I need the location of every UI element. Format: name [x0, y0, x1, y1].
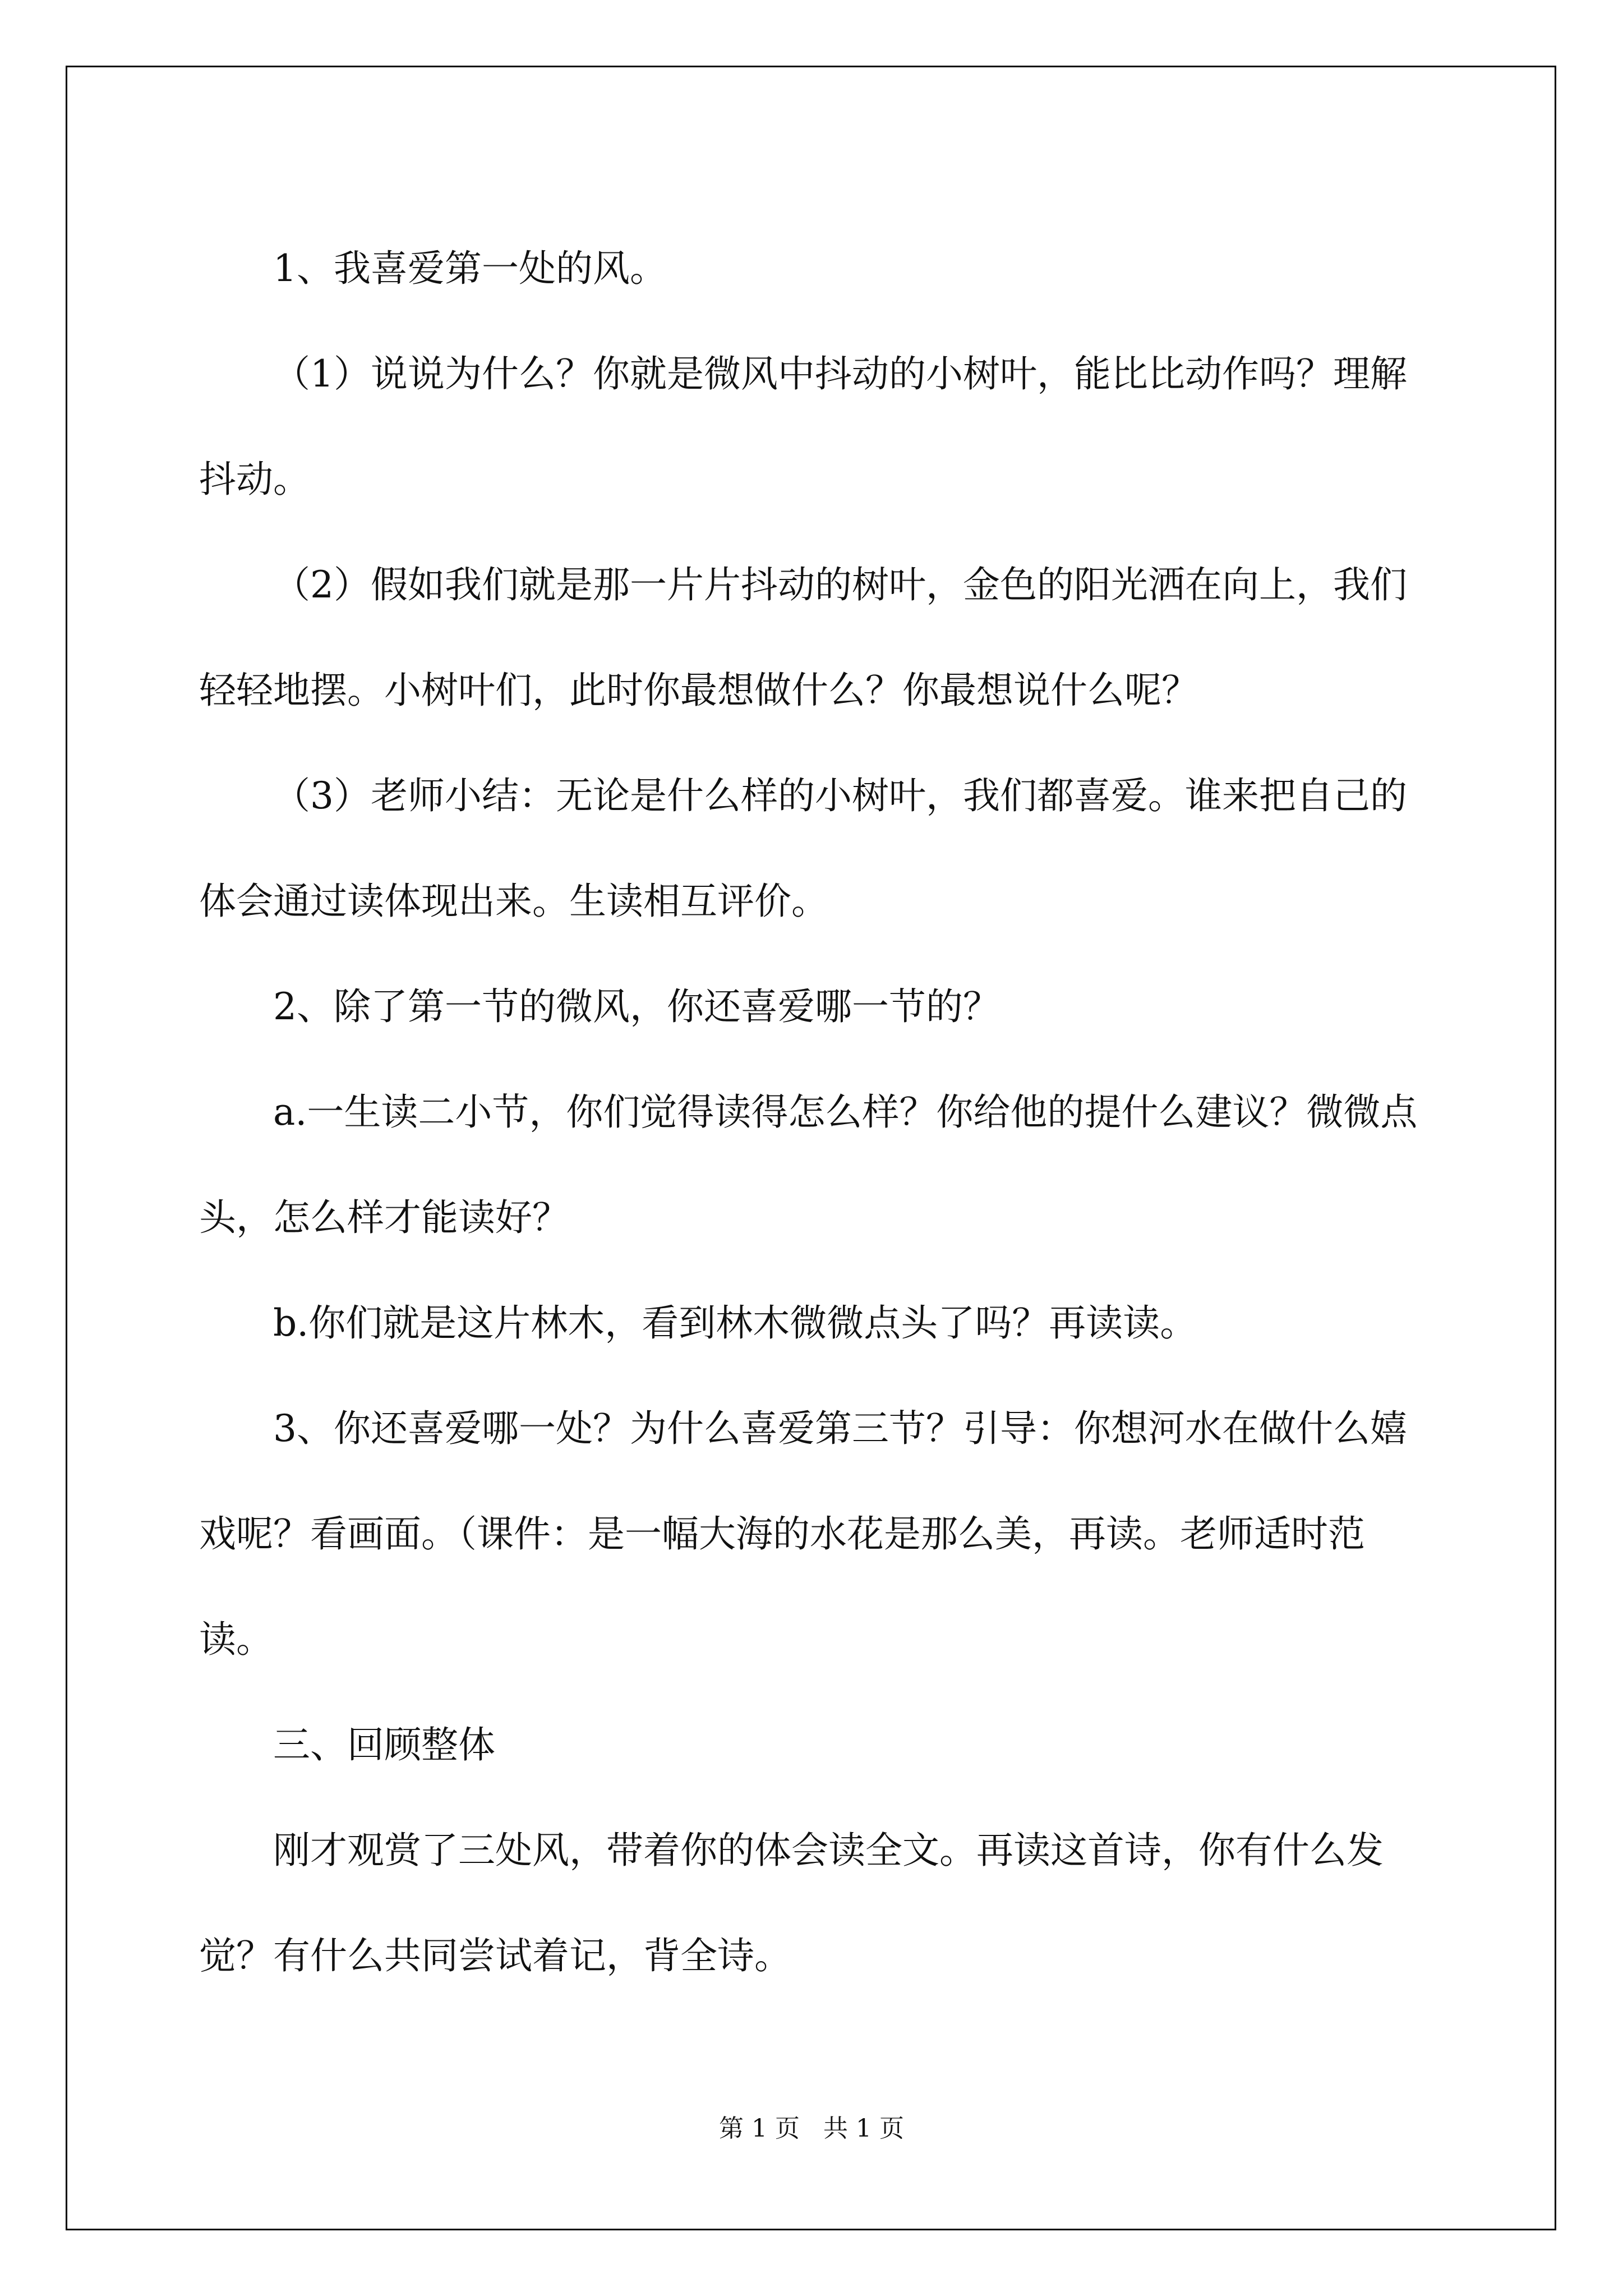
page-footer [0, 2112, 1623, 2146]
section-heading: 三、回顾整体 [273, 1723, 495, 1766]
paragraph: 1、我喜爱第一处的风。 [273, 247, 667, 290]
paragraph: 刚才观赏了三处风，带着你的体会读全文。再读这首诗，你有什么发觉？有什么共同尝试着记，背全诗。 [199, 1829, 1384, 1977]
paragraph: 2、除了第一节的微风，你还喜爱哪一节的？ [273, 985, 1000, 1028]
document-body [199, 216, 1433, 2009]
page-total: 共 1 页 [823, 2114, 904, 2143]
page-number: 第 1 页 [719, 2114, 800, 2143]
paragraph: （2）假如我们就是那一片片抖动的树叶，金色的阳光洒在向上，我们轻轻地摆。小树叶们，此时你最想做什么？你最想说什么呢？ [199, 563, 1407, 712]
paragraph: （3）老师小结：无论是什么样的小树叶，我们都喜爱。谁来把自己的体会通过读体现出来。生读相互评价。 [199, 774, 1407, 923]
paragraph: a.一生读二小节，你们觉得读得怎么样？你给他的提什么建议？微微点头，怎么样才能读好？ [199, 1091, 1418, 1239]
paragraph: b.你们就是这片林木，看到林木微微点头了吗？再读读。 [273, 1301, 1197, 1345]
paragraph: 3、你还喜爱哪一处？为什么喜爱第三节？引导：你想河水在做什么嬉戏呢？看画面。（课件：是一幅大海的水花是那么美，再读。老师适时范读。 [199, 1407, 1407, 1661]
paragraph: （1）说说为什么？你就是微风中抖动的小树叶，能比比动作吗？理解抖动。 [199, 352, 1407, 501]
